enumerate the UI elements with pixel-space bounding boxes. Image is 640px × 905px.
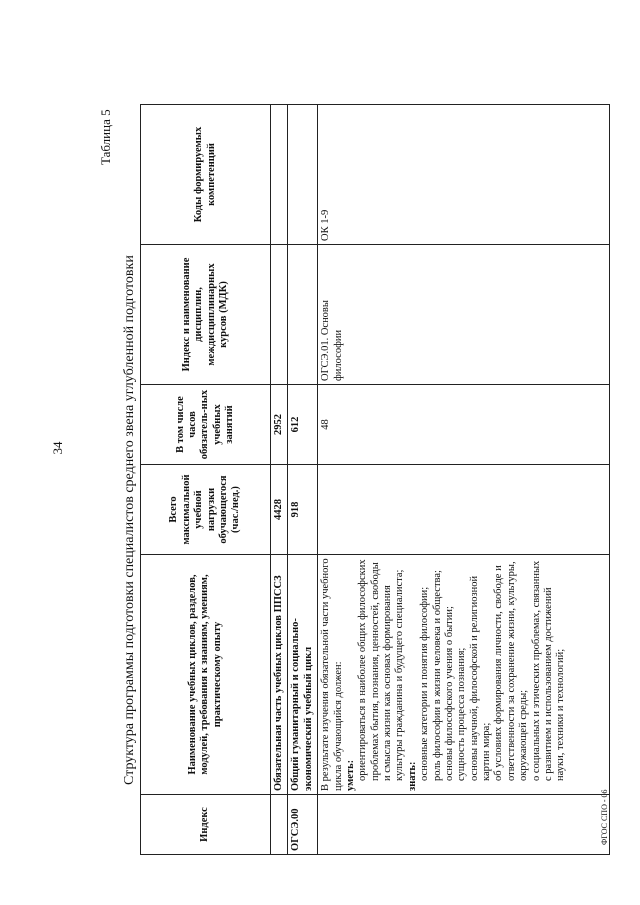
- cell-required-class-hours: 2952: [271, 385, 288, 465]
- requirements-znat-item: основы научной, философской и религиозной картин мира;: [468, 575, 492, 781]
- table-label: Таблица 5: [98, 109, 113, 165]
- cell-competencies: ОК 1-9: [318, 105, 610, 245]
- requirements-znat-item: основные категории и понятия философии;: [419, 586, 431, 781]
- cell-philosophy-class-hours: 48: [318, 385, 610, 465]
- cell-empty: [288, 105, 318, 245]
- cell-ogse-total: 918: [288, 465, 318, 555]
- requirements-znat-item: основы философского учения о бытии;: [443, 606, 455, 781]
- header-class-hours: В том числе часов обязатель-ных учебных занятий: [141, 385, 271, 465]
- cell-required-total: 4428: [271, 465, 288, 555]
- requirements-znat-item: о социальных и этических проблемах, связанных с развитием и использованием достижений науки, техники и технологий;: [530, 560, 567, 781]
- header-index: Индекс: [141, 795, 271, 855]
- cell-requirements: [318, 555, 610, 795]
- cell-ogse-class-hours: 612: [288, 385, 318, 465]
- table-row-ogse: [288, 105, 318, 855]
- cell-discipline: ОГСЭ.01. Основы философии: [318, 245, 610, 385]
- requirements-umet-item: ориентироваться в наиболее общих философских проблемах бытия, познания, ценностей, свободы и смысла жизни как основах формирования культуры гражданина и будущего специалиста;: [357, 559, 406, 781]
- cell-empty: [288, 245, 318, 385]
- header-total: Всего максимальной учебной нагрузки обучающегося (час./нед.): [141, 465, 271, 555]
- cell-empty: [318, 795, 610, 855]
- header-discipline: Индекс и наименование дисциплин, междисциплинарных курсов (МДК): [141, 245, 271, 385]
- requirements-znat-item: сущность процесса познания;: [456, 647, 468, 781]
- cell-empty: [271, 245, 288, 385]
- program-structure-table: [140, 104, 610, 855]
- cell-empty: [318, 465, 610, 555]
- cell-required-name: Обязательная часть учебных циклов ППССЗ: [271, 555, 288, 795]
- landscape-table-area: [98, 105, 610, 855]
- requirements-znat-label: знать:: [406, 761, 418, 791]
- cell-ogse-index: ОГСЭ.00: [288, 795, 318, 855]
- requirements-intro: В результате изучения обязательной части учебного цикла обучающийся должен:: [320, 558, 344, 791]
- requirements-umet-label: уметь:: [344, 759, 356, 791]
- page-number: 34: [50, 441, 65, 455]
- requirements-znat-item: об условиях формирования личности, свободе и ответственности за сохранение жизни, культуры, окружающей среды;: [493, 561, 530, 781]
- cell-ogse-name: Общий гуманитарный и социально-экономический учебный цикл: [288, 555, 318, 795]
- cell-empty: [271, 795, 288, 855]
- table-row-required: [271, 105, 288, 855]
- header-name: Наименование учебных циклов, разделов, модулей, требования к знаниям, умениям, практическому опыту: [141, 555, 271, 795]
- table-row-philosophy: [318, 105, 610, 855]
- table-header-row: [141, 105, 271, 855]
- table-caption: Структура программы подготовки специалистов среднего звена углубленной подготовки: [122, 255, 137, 785]
- requirements-znat-item: роль философии в жизни человека и общества;: [431, 570, 443, 781]
- page-footer: ФГОС СПО - 06: [600, 789, 609, 845]
- cell-empty: [271, 105, 288, 245]
- header-competencies: Коды формируемых компетенций: [141, 105, 271, 245]
